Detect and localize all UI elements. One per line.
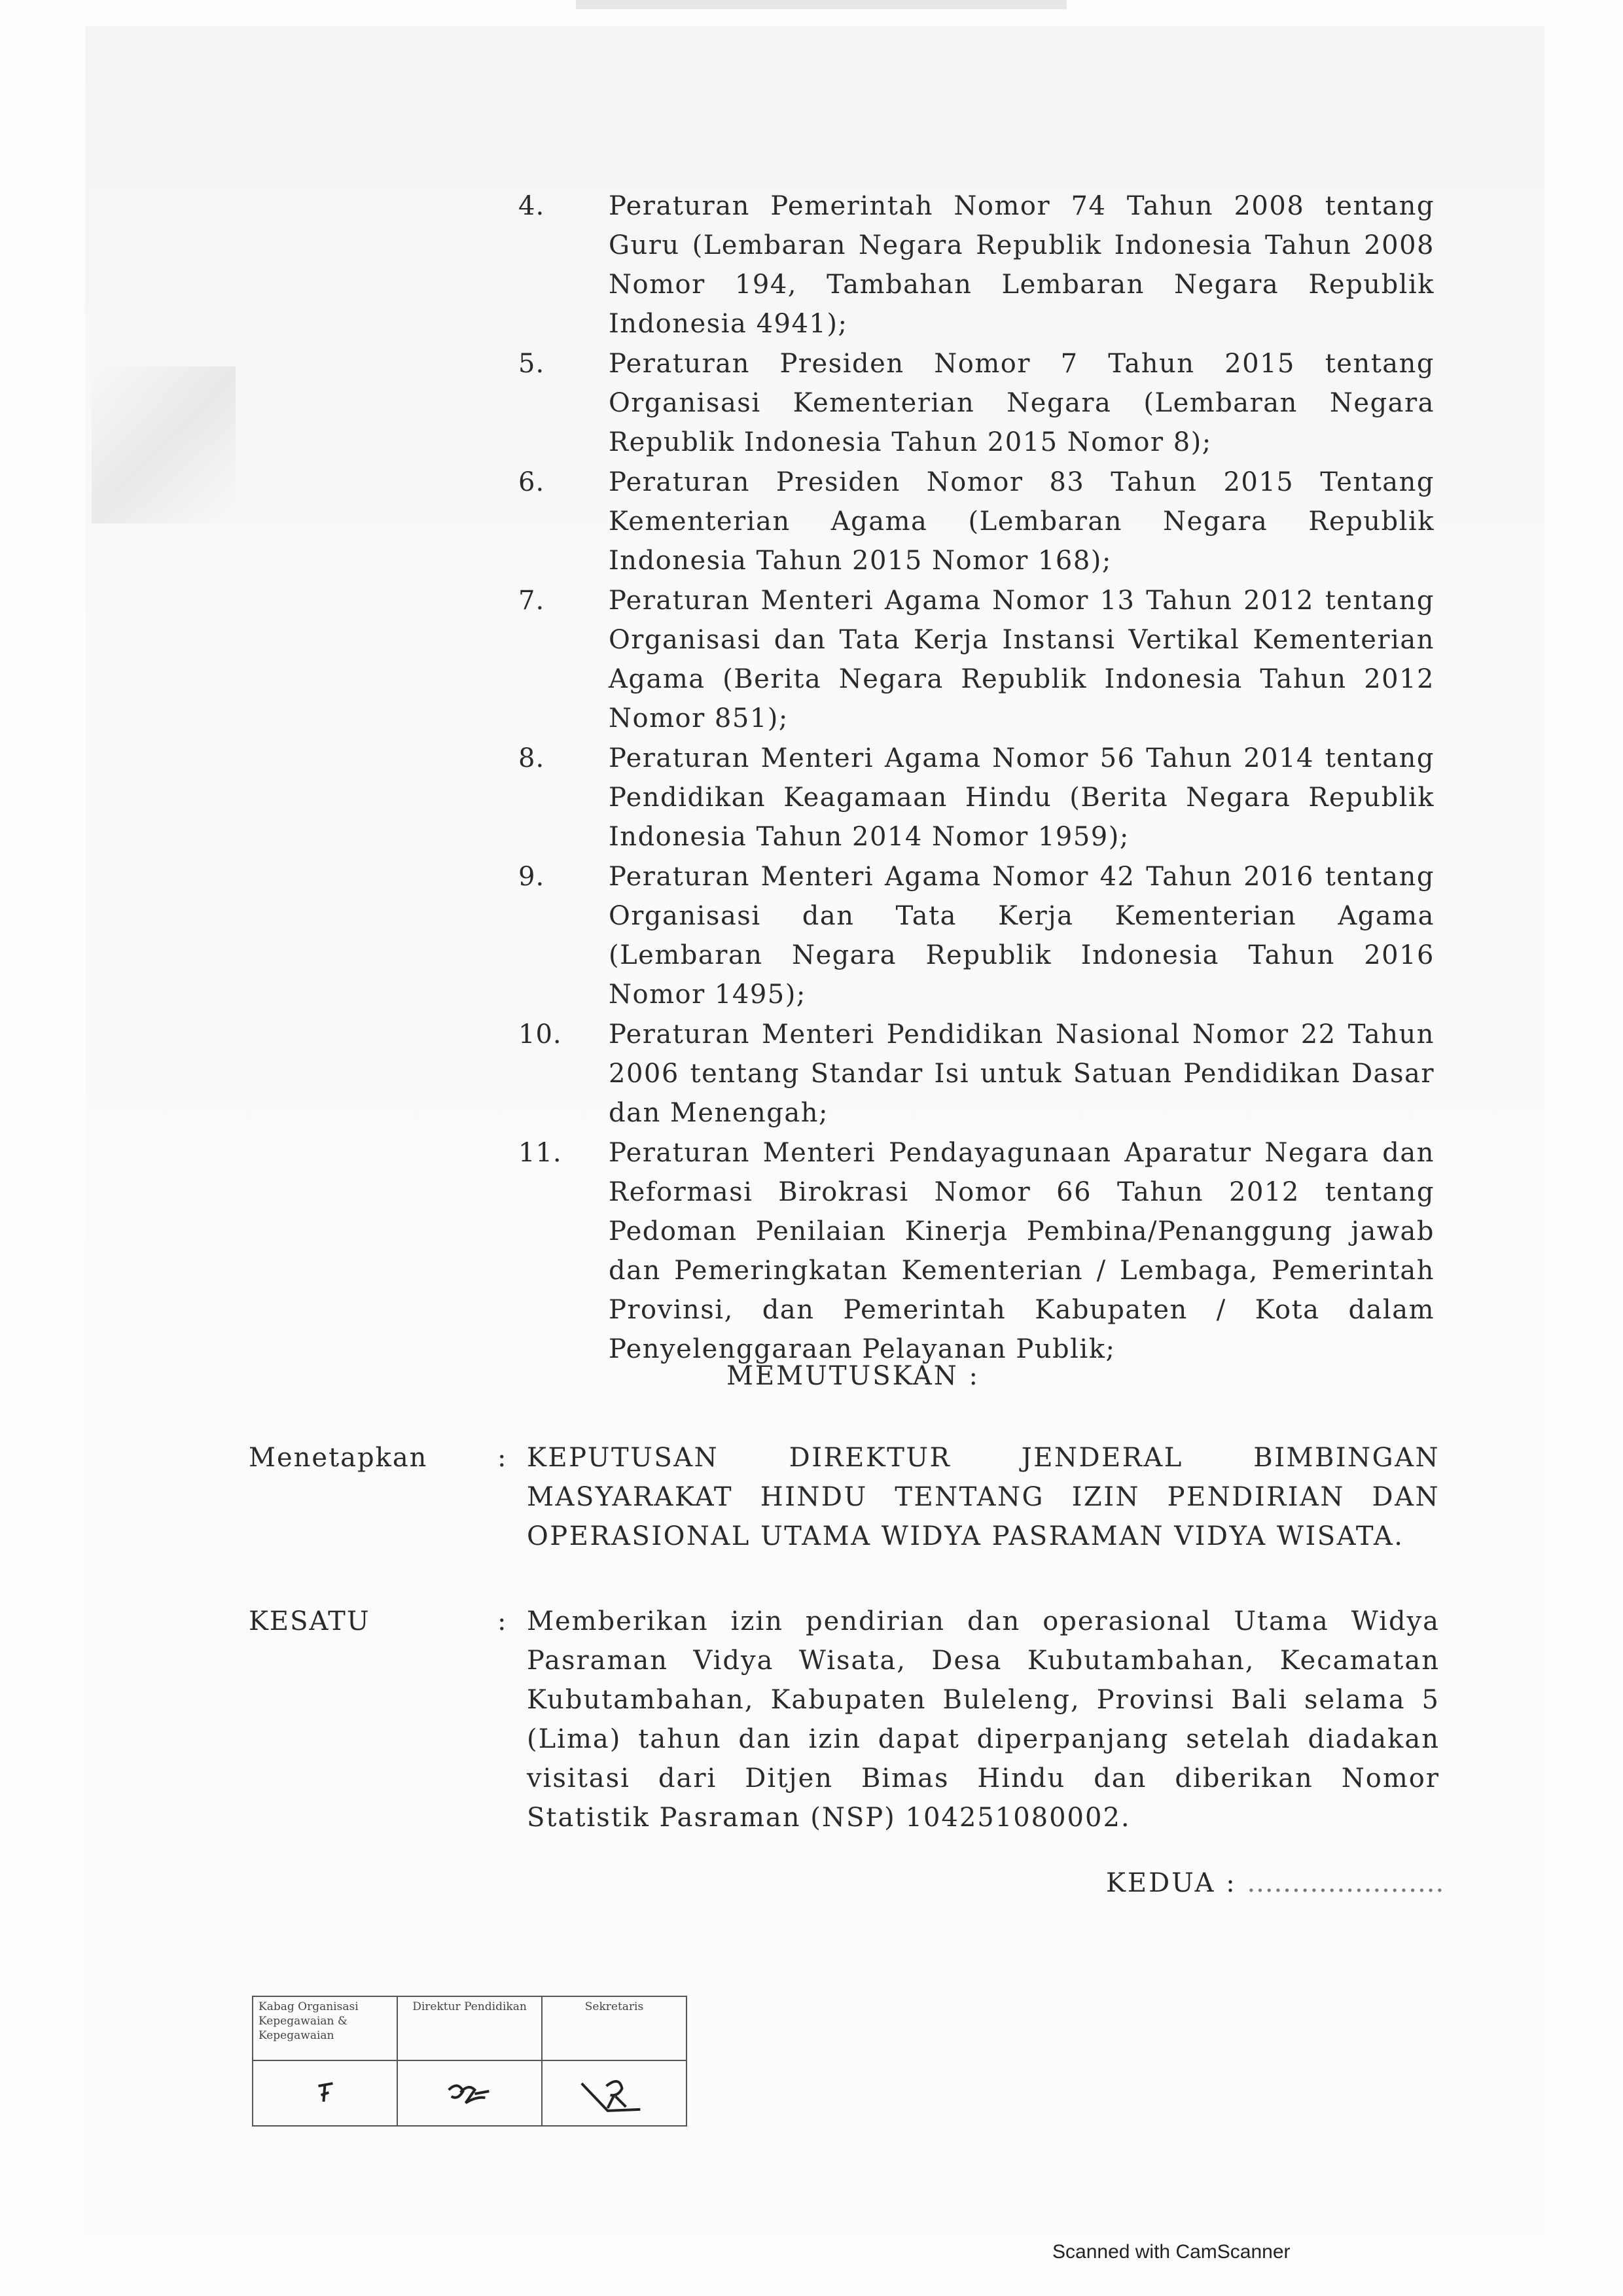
list-item <box>518 739 1435 857</box>
list-item-number: 9. <box>518 862 545 892</box>
list-item <box>518 1015 1435 1133</box>
list-item-text: Peraturan Pemerintah Nomor 74 Tahun 2008 tentang Guru (Lembaran Negara Republik Indonesia Tahun 2008 Nomor 194, Tambahan Lembaran Negara Republik Indonesia 4941); <box>609 191 1435 339</box>
paraf-header-kabag: Kabag Organisasi Kepegawaian & Kepegawaian <box>253 1996 397 2060</box>
list-item <box>518 344 1435 462</box>
decision-heading: MEMUTUSKAN : <box>726 1361 980 1391</box>
list-item-number: 7. <box>518 586 545 616</box>
list-item-text: Peraturan Menteri Pendayagunaan Aparatur Negara dan Reformasi Birokrasi Nomor 66 Tahun 2012 tentang Pedoman Penilaian Kinerja Pembina/Penanggung jawab dan Pemeringkatan Kementerian / Lembaga, Pemerintah Provinsi, dan Pemerintah Kabupaten / Kota dalam Penyelenggaraan Pelayanan Publik; <box>609 1138 1435 1364</box>
list-item-text: Peraturan Menteri Pendidikan Nasional Nomor 22 Tahun 2006 tentang Standar Isi untuk Satuan Pendidikan Dasar dan Menengah; <box>609 1019 1435 1128</box>
next-page-marker <box>1106 1868 1444 1898</box>
next-page-dots: ...................... <box>1247 1868 1445 1898</box>
list-item-text: Peraturan Menteri Agama Nomor 56 Tahun 2014 tentang Pendidikan Keagamaan Hindu (Berita Negara Republik Indonesia Tahun 2014 Nomor 1959); <box>609 743 1435 852</box>
menetapkan-label: Menetapkan <box>249 1443 428 1473</box>
scan-smudge-left <box>92 366 236 523</box>
list-item-text: Peraturan Presiden Nomor 7 Tahun 2015 tentang Organisasi Kementerian Negara (Lembaran Negara Republik Indonesia Tahun 2015 Nomor 8); <box>609 349 1435 457</box>
list-item-number: 5. <box>518 349 545 379</box>
list-item <box>518 463 1435 580</box>
list-item <box>518 857 1435 1014</box>
list-item <box>518 581 1435 738</box>
list-item-number: 11. <box>518 1138 562 1168</box>
list-item-number: 6. <box>518 467 545 497</box>
paraf-table <box>252 1996 687 2127</box>
menetapkan-colon: : <box>497 1443 507 1473</box>
paraf-header-direktur: Direktur Pendidikan <box>397 1996 542 2060</box>
menetapkan-text: KEPUTUSAN DIREKTUR JENDERAL BIMBINGAN MASYARAKAT HINDU TENTANG IZIN PENDIRIAN DAN OPERASIONAL UTAMA WIDYA PASRAMAN VIDYA WISATA. <box>527 1443 1440 1551</box>
kesatu-label: KESATU <box>249 1606 370 1636</box>
list-item-number: 10. <box>518 1019 562 1050</box>
paraf-cell-direktur <box>397 2060 542 2126</box>
menetapkan-section <box>249 1438 1440 1556</box>
kesatu-colon: : <box>497 1606 507 1636</box>
list-item <box>518 1133 1435 1369</box>
paraf-header-sekretaris: Sekretaris <box>542 1996 687 2060</box>
paraf-cell-sekretaris <box>542 2060 687 2126</box>
list-item <box>518 186 1435 344</box>
kesatu-text: Memberikan izin pendirian dan operasional Utama Widya Pasraman Vidya Wisata, Desa Kubutambahan, Kecamatan Kubutambahan, Kabupaten Buleleng, Provinsi Bali selama 5 (Lima) tahun dan izin dapat diperpanjang setelah diadakan visitasi dari Ditjen Bimas Hindu dan diberikan Nomor Statistik Pasraman (NSP) 104251080002. <box>527 1606 1440 1833</box>
paraf-cell-kabag <box>253 2060 397 2126</box>
paraf-header-row <box>253 1996 687 2060</box>
considerations-list <box>518 186 1435 1369</box>
list-item-text: Peraturan Menteri Agama Nomor 42 Tahun 2016 tentang Organisasi dan Tata Kerja Kementerian Agama (Lembaran Negara Republik Indonesia Tahun 2016 Nomor 1495); <box>609 862 1435 1010</box>
list-item-number: 8. <box>518 743 545 773</box>
initial-mark-2 <box>398 2061 541 2125</box>
paraf-signature-row <box>253 2060 687 2126</box>
list-item-text: Peraturan Presiden Nomor 83 Tahun 2015 Tentang Kementerian Agama (Lembaran Negara Republik Indonesia Tahun 2015 Nomor 168); <box>609 467 1435 576</box>
initial-mark-3 <box>543 2061 686 2125</box>
initial-mark-1 <box>253 2061 397 2125</box>
scan-smudge-top <box>576 0 1067 9</box>
scanner-watermark: Scanned with CamScanner <box>1052 2241 1291 2263</box>
next-page-label: KEDUA : <box>1106 1868 1237 1898</box>
list-item-text: Peraturan Menteri Agama Nomor 13 Tahun 2012 tentang Organisasi dan Tata Kerja Instansi Vertikal Kementerian Agama (Berita Negara Republik Indonesia Tahun 2012 Nomor 851); <box>609 586 1435 733</box>
list-item-number: 4. <box>518 191 545 221</box>
kesatu-section <box>249 1602 1440 1837</box>
